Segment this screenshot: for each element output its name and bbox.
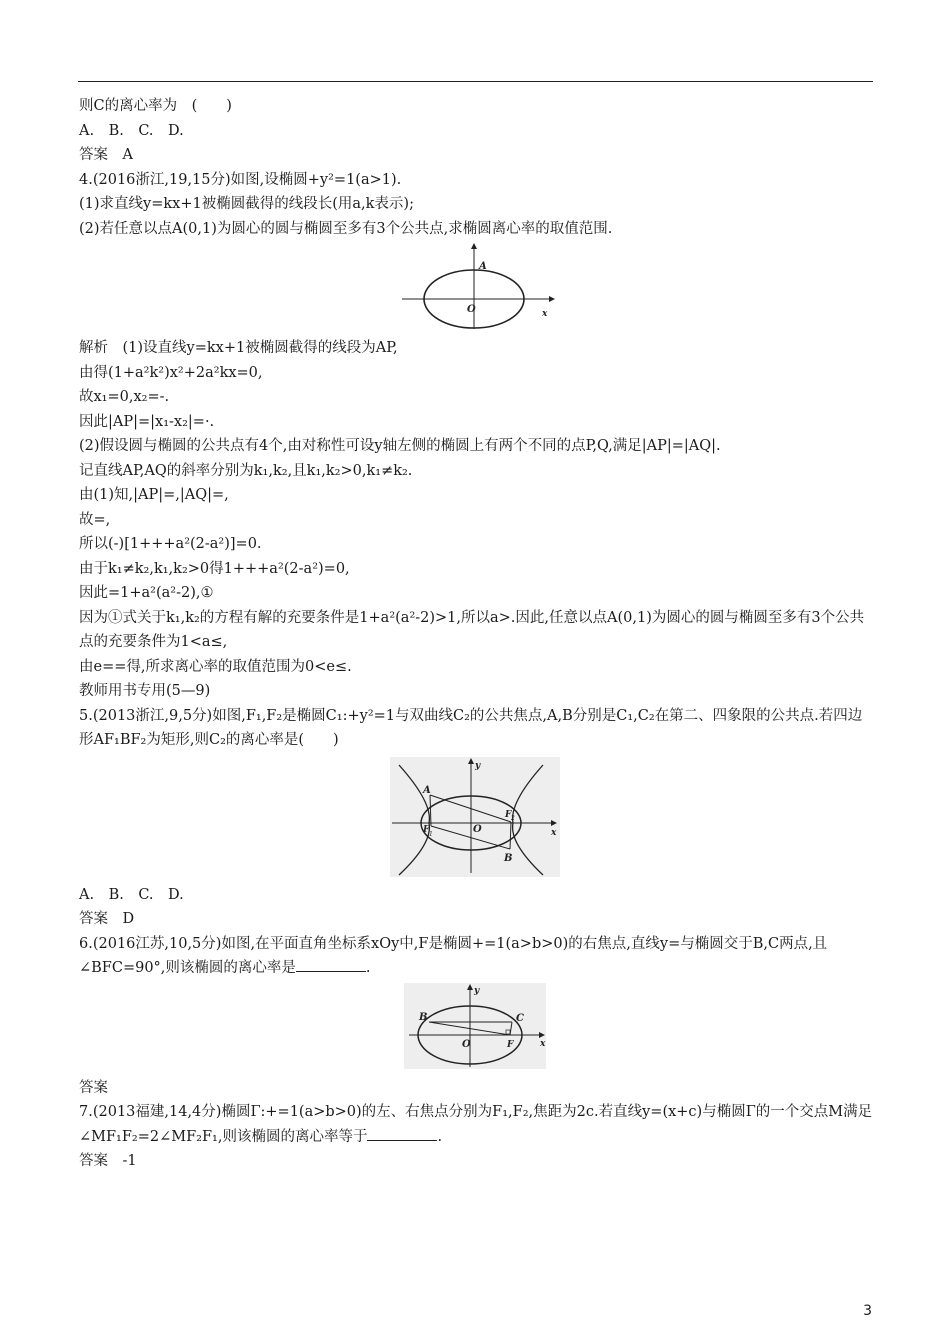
label-c: C (516, 1012, 524, 1024)
problem-4-part1: (1)求直线y=kx+1被椭圆截得的线段长(用a,k表示); (79, 196, 414, 212)
choices-line: A. B. C. D. (79, 122, 184, 139)
label-f1: F (423, 824, 430, 835)
problem-5-text: 5.(2013浙江,9,5分)如图,F₁,F₂是椭圆C₁:+y²=1与双曲线C₂的公共焦点,A,B分别是C₁,C₂在第二、四象限的公共点.若四边形AF₁BF₂为矩形,则C₂的离心率是( ) (79, 707, 863, 748)
solution-line: 故=, (79, 511, 111, 528)
header-rule (78, 81, 873, 82)
solution-line: 记直线AP,AQ的斜率分别为k₁,k₂,且k₁,k₂>0,k₁≠k₂. (79, 462, 413, 479)
problem-4-part2: (2)若任意以点A(0,1)为圆心的圆与椭圆至多有3个公共点,求椭圆离心率的取值范围. (79, 220, 613, 237)
problem-7-text (79, 1100, 874, 1149)
label-f: F (507, 1039, 514, 1050)
page-content (79, 94, 874, 1174)
figure-ellipse-hyperbola (79, 753, 874, 883)
text-line: 则C的离心率为 ( ) (79, 98, 232, 114)
problem-6-text (79, 932, 874, 981)
answer-blank (367, 1126, 437, 1141)
label-x: x (540, 1038, 546, 1049)
answer-blank (296, 957, 366, 972)
label-o: O (462, 1038, 471, 1050)
label-b: B (419, 1011, 428, 1023)
label-y: y (474, 985, 480, 996)
solution-line: 由于k₁≠k₂,k₁,k₂>0得1+++a²(2-a²)=0, (79, 560, 350, 577)
figure-ellipse-1 (79, 241, 874, 336)
solution-line: 故x₁=0,x₂=-. (79, 389, 170, 405)
answer-line: 答案 D (79, 911, 135, 927)
answer-line: 答案 -1 (79, 1153, 137, 1169)
label-f2: F (505, 809, 512, 820)
problem-7-end: . (437, 1128, 443, 1145)
solution-line: 由e==得,所求离心率的取值范围为0<e≤. (79, 658, 352, 675)
solution-line: 由得(1+a²k²)x²+2a²kx=0, (79, 364, 263, 381)
answer-line: 答案 (79, 1079, 108, 1096)
choices-line: A. B. C. D. (79, 886, 184, 903)
problem-6-body: 6.(2016江苏,10,5分)如图,在平面直角坐标系xOy中,F是椭圆+=1(a>b>0)的右焦点,直线y=与椭圆交于B,C两点,且∠BFC=90°,则该椭圆的离心率是 (79, 935, 828, 976)
label-o: O (467, 304, 476, 315)
solution-line: 由(1)知,|AP|=,|AQ|=, (79, 487, 229, 503)
label-x: x (542, 309, 548, 319)
solution-line: 解析 (1)设直线y=kx+1被椭圆截得的线段为AP, (79, 340, 398, 356)
figure-ellipse-2 (79, 981, 874, 1076)
section-heading: 教师用书专用(5—9) (79, 683, 211, 699)
label-a: A (423, 784, 431, 796)
label-b: B (504, 852, 513, 864)
problem-7-body: 7.(2013福建,14,4分)椭圆Γ:+=1(a>b>0)的左、右焦点分别为F₁,F₂,焦距为2c.若直线y=(x+c)与椭圆Γ的一个交点M满足∠MF₁F₂=2∠MF₂F₁,则该椭圆的离心率等于 (79, 1104, 873, 1145)
solution-line: 所以(-)[1+++a²(2-a²)]=0. (79, 536, 262, 552)
label-a: A (479, 261, 487, 272)
label-f2-sub: 2 (511, 814, 515, 822)
problem-4-title: 4.(2016浙江,19,15分)如图,设椭圆+y²=1(a>1). (79, 171, 402, 188)
solution-line: 因此=1+a²(a²-2),① (79, 585, 214, 601)
label-o: O (473, 823, 482, 835)
label-f1-sub: 1 (429, 830, 433, 838)
label-x: x (551, 827, 557, 838)
page-number: 3 (863, 1303, 872, 1319)
problem-6-end: . (365, 960, 371, 976)
solution-line: 因为①式关于k₁,k₂的方程有解的充要条件是1+a²(a²-2)>1,所以a>.因此,任意以点A(0,1)为圆心的圆与椭圆至多有3个公共点的充要条件为1<a≤, (79, 609, 865, 650)
solution-line: (2)假设圆与椭圆的公共点有4个,由对称性可设y轴左侧的椭圆上有两个不同的点P,Q,满足|AP|=|AQ|. (79, 438, 721, 454)
answer-line: 答案 A (79, 147, 133, 163)
label-y: y (475, 760, 481, 771)
solution-line: 因此|AP|=|x₁-x₂|=·. (79, 413, 215, 430)
